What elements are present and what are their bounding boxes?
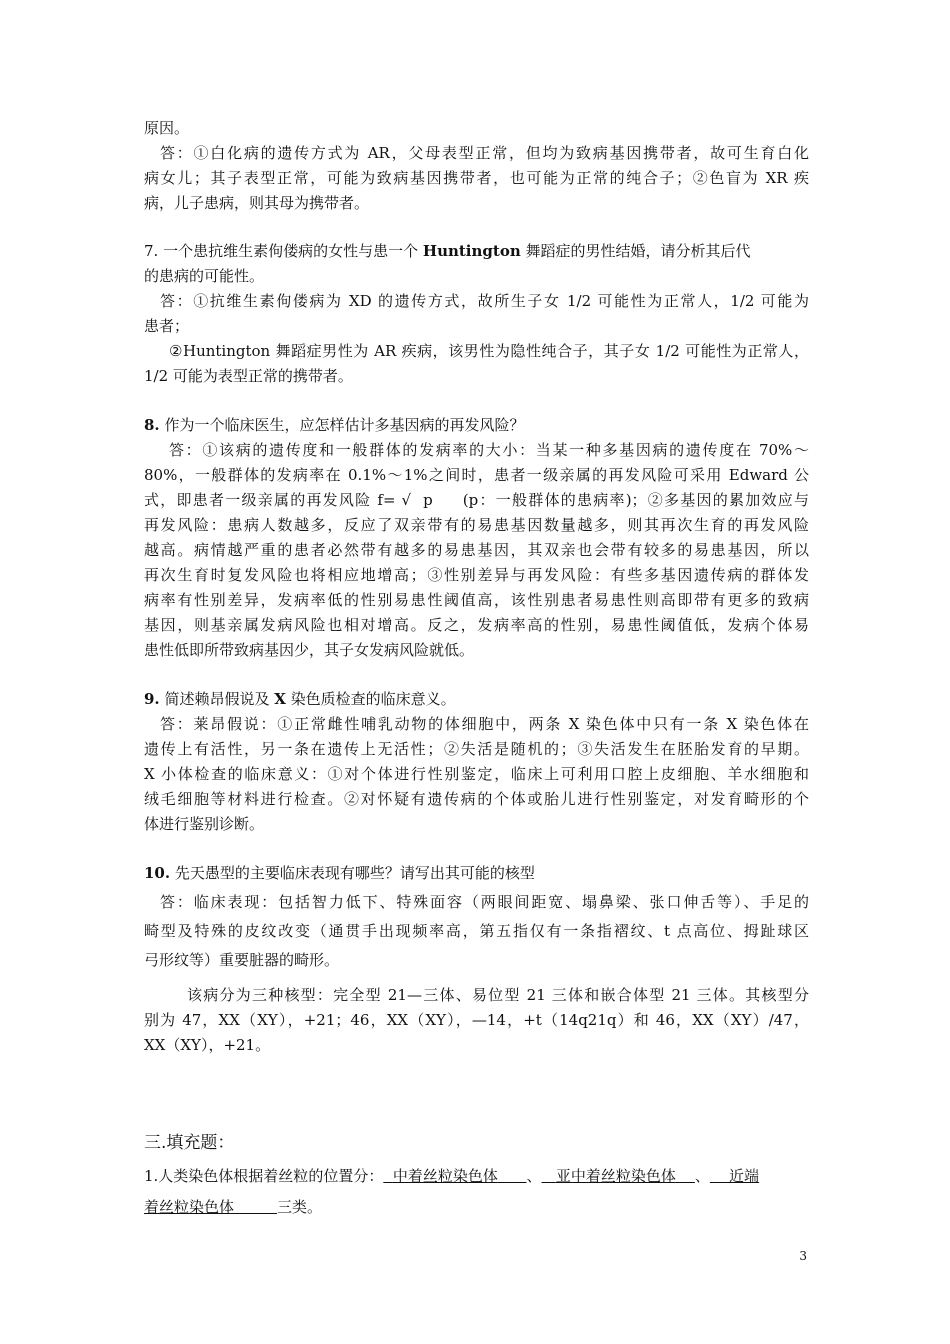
page-number: 3 [799, 1249, 807, 1263]
question-10 [144, 862, 809, 884]
answer-10-line-4: 该病分为三种核型：完全型 21—三体、易位型 21 三体和嵌合体型 21 三体。其核型分 [187, 986, 809, 1004]
question-text: 染色质检查的临床意义。 [290, 690, 456, 708]
answer-7-line-3: ②Huntington 舞蹈症男性为 AR 疾病，该男性为隐性纯合子，其子女 1/2 可能性为正常人， [169, 342, 809, 360]
fill-blank-answer: 着丝粒染色体 [144, 1198, 235, 1216]
answer-8-line-7: 病率有性别差异，发病率低的性别易患性阈值高，该性别患者易患性则高即带有更多的致病 [144, 591, 809, 609]
text-line: 原因。 [144, 119, 190, 137]
answer-8-line-8: 基因，则基亲属发病风险也相对增高。反之，发病率高的性别，易患性阈值低，发病个体易 [144, 616, 809, 634]
question-text: 舞蹈症的男性结婚，请分析其后代 [525, 242, 751, 260]
question-text: 一个患抗维生素佝偻病的女性与患一个 [163, 242, 419, 260]
answer-10-line-3: 弓形纹等）重要脏器的畸形。 [144, 951, 340, 969]
answer-10-line-2: 畸型及特殊的皮纹改变（通贯手出现频率高，第五指仅有一条指褶纹、t 点高位、拇趾球区 [144, 922, 809, 940]
answer-8-line-3: 式，即患者一级亲属的再发风险 f= √ p (p：一般群体的患病率)；②多基因的累加效应与 [144, 491, 809, 509]
fill-question-1-line-1 [144, 1165, 809, 1187]
answer-8-line-2: 80%，一般群体的发病率在 0.1%～1%之间时，患者一级亲属的再发风险可采用 Edward 公 [144, 466, 809, 484]
fill-separator: 、 [526, 1167, 542, 1185]
question-text: 简述赖昂假说及 [164, 690, 270, 708]
question-text: 作为一个临床医生，应怎样估计多基因病的再发风险？ [164, 416, 525, 434]
question-number: 9. [144, 690, 160, 708]
answer-8-line-5: 越高。病情越严重的患者必然带有越多的易患基因，其双亲也会带有较多的易患基因，所以 [144, 541, 809, 559]
fill-blank-answer: 近端 [729, 1167, 760, 1185]
answer-6-line-2: 病女儿；其子表型正常，可能为致病基因携带者，也可能为正常的纯合子；②色盲为 XR 疾 [144, 169, 809, 187]
fill-separator: 、 [694, 1167, 710, 1185]
question-number: 10. [144, 864, 171, 882]
answer-9-line-3: X 小体检查的临床意义：①对个体进行性别鉴定，临床上可利用口腔上皮细胞、羊水细胞和 [144, 765, 809, 783]
answer-10-line-1: 答：临床表现：包括智力低下、特殊面容（两眼间距宽、塌鼻梁、张口伸舌等）、手足的 [160, 893, 809, 911]
text-line: 的患病的可能性。 [144, 267, 265, 285]
answer-10-line-6: XX（XY），+21。 [144, 1036, 271, 1054]
answer-8-line-1: 答：①该病的遗传度和一般群体的发病率的大小：当某一种多基因病的遗传度在 70%～ [169, 441, 809, 459]
section-heading: 三.填充题： [144, 1133, 235, 1153]
question-number: 7. [144, 242, 159, 260]
answer-6-line-1: 答：①白化病的遗传方式为 AR，父母表型正常，但均为致病基因携带者，故可生育白化 [160, 144, 809, 162]
question-text-bold: X [274, 690, 286, 708]
fill-suffix: 三类。 [276, 1198, 322, 1216]
fill-prefix: 1.人类染色体根据着丝粒的位置分： [144, 1167, 384, 1185]
answer-7-line-4: 1/2 可能为表型正常的携带者。 [144, 367, 353, 385]
question-text-bold: Huntington [422, 242, 521, 260]
answer-6-line-3: 病，儿子患病，则其母为携带者。 [144, 194, 370, 212]
fill-question-1-line-2 [144, 1196, 809, 1218]
answer-9-line-1: 答：莱昂假说：①正常雌性哺乳动物的体细胞中，两条 X 染色体中只有一条 X 染色体在 [160, 715, 809, 733]
answer-7-line-1: 答：①抗维生素佝偻病为 XD 的遗传方式，故所生子女 1/2 可能性为正常人，1/2 可能为 [160, 292, 809, 310]
question-number: 8. [144, 416, 160, 434]
answer-10-line-5: 别为 47，XX（XY），+21；46，XX（XY），—14，+t（14q21q）和 46，XX（XY）/47， [144, 1011, 809, 1029]
question-9 [144, 688, 809, 710]
answer-9-line-4: 绒毛细胞等材料进行检查。②对怀疑有遗传病的个体或胎儿进行性别鉴定，对发育畸形的个 [144, 790, 809, 808]
question-7 [144, 240, 809, 262]
question-text: 先天愚型的主要临床表现有哪些？请写出其可能的核型 [174, 864, 535, 882]
answer-8-line-4: 再发风险：患病人数越多，反应了双亲带有的易患基因数量越多，则其再次生育的再发风险 [144, 516, 809, 534]
fill-blank-answer: 中着丝粒染色体 [392, 1167, 498, 1185]
question-8 [144, 414, 809, 436]
answer-7-line-2: 患者； [144, 317, 190, 335]
answer-9-line-2: 遗传上有活性，另一条在遗传上无活性；②失活是随机的；③失活发生在胚胎发育的早期。 [144, 740, 809, 758]
answer-8-line-6: 再次生育时复发风险也将相应地增高；③性别差异与再发风险：有些多基因遗传病的群体发 [144, 566, 809, 584]
answer-9-line-5: 体进行鉴别诊断。 [144, 815, 265, 833]
fill-blank-answer: 亚中着丝粒染色体 [555, 1167, 676, 1185]
answer-8-line-9: 患性低即所带致病基因少，其子女发病风险就低。 [144, 641, 475, 659]
